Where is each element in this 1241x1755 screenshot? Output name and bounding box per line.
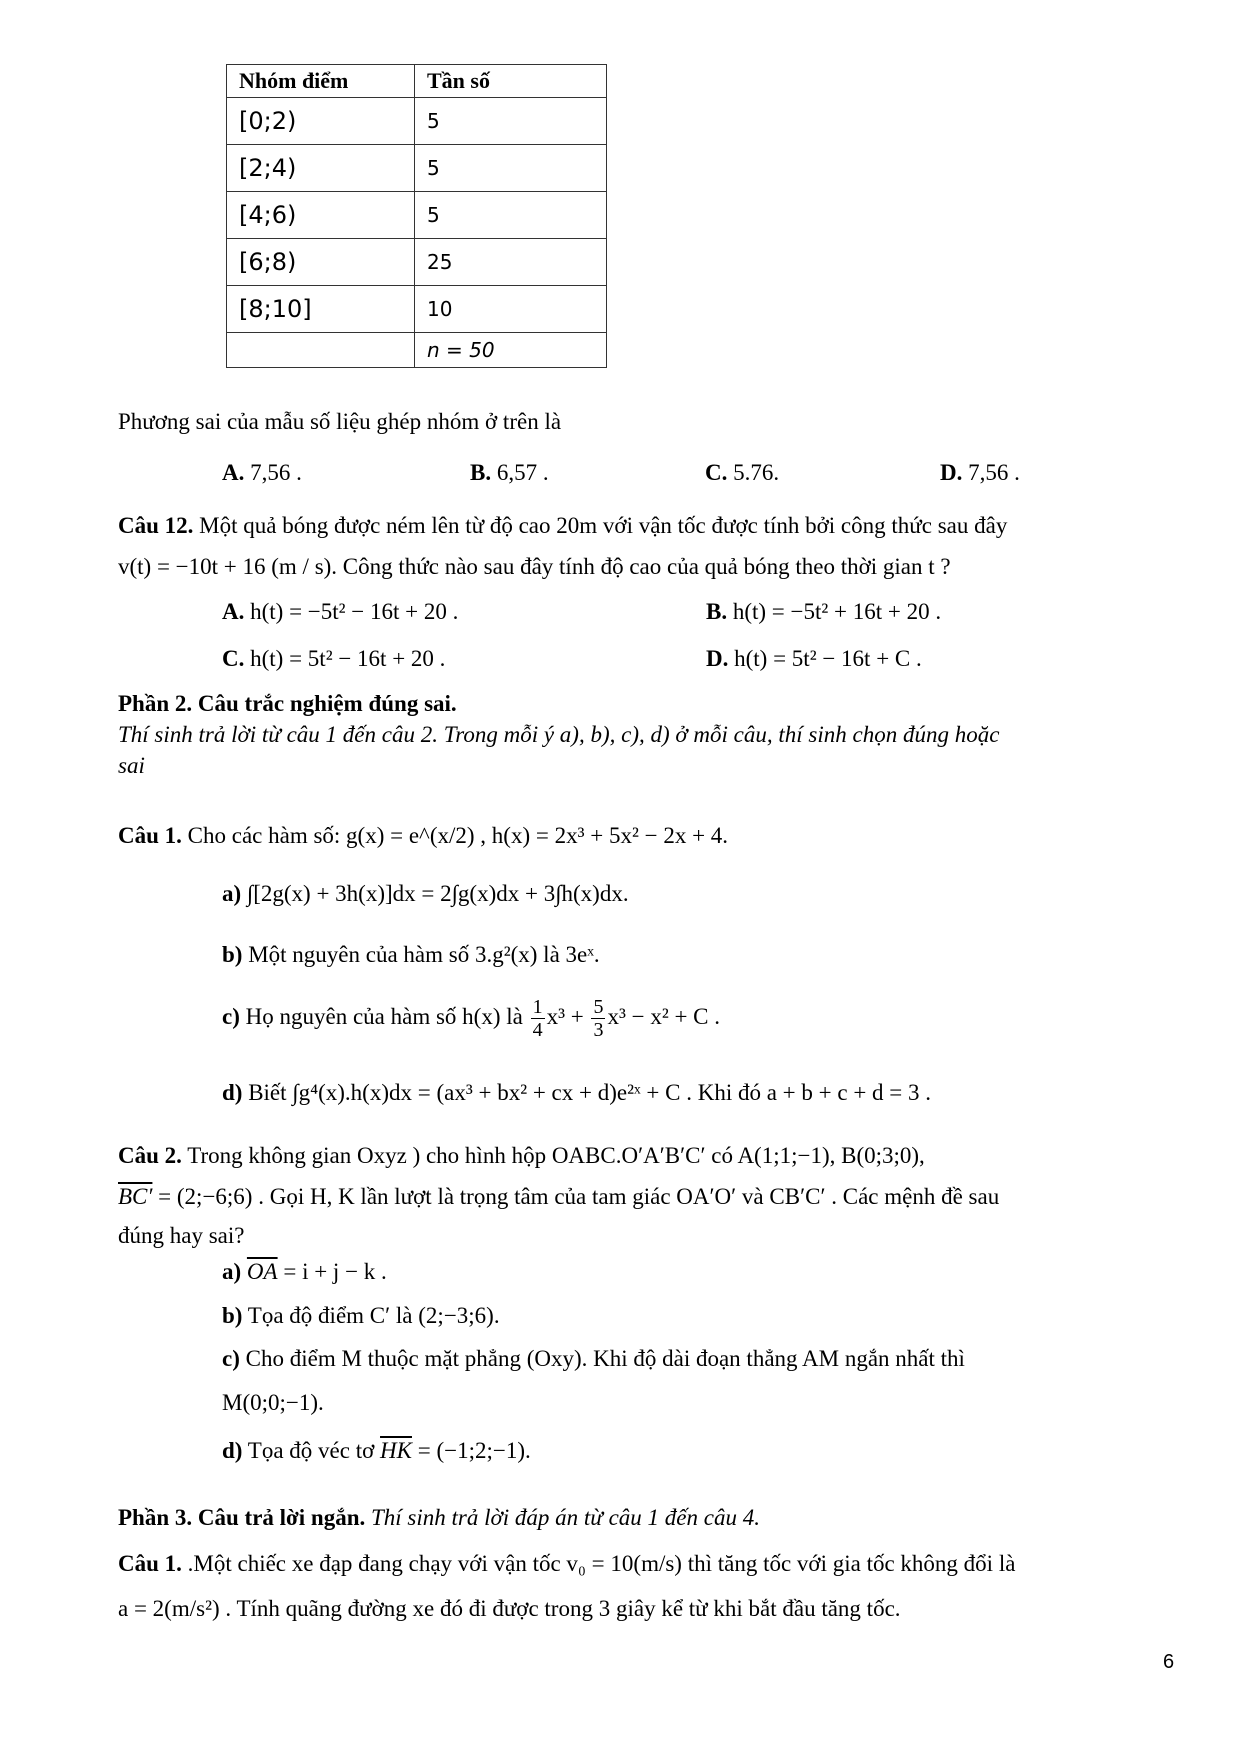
p2q1-stem	[118, 822, 728, 850]
item-label: a)	[222, 881, 242, 906]
option-text: h(t) = −5t² + 16t + 20 .	[732, 599, 942, 624]
q12-option-a[interactable]	[222, 598, 458, 626]
option-text: 7,56 .	[968, 460, 1020, 485]
table-total-row	[227, 333, 607, 368]
option-label: D.	[706, 646, 729, 671]
cell-frequency: 5	[415, 98, 607, 145]
cell-total: n = 50	[415, 333, 607, 368]
item-text: Tọa độ điểm C′ là (2;−3;6).	[247, 1303, 500, 1328]
frac-num: 1	[532, 996, 543, 1018]
cell-frequency: 25	[415, 239, 607, 286]
p2q2-line3: đúng hay sai?	[118, 1223, 245, 1248]
cell-group: [2;4)	[227, 145, 415, 192]
option-label: B.	[470, 460, 492, 485]
header-group: Nhóm điểm	[227, 65, 415, 98]
q11-option-a[interactable]	[222, 459, 302, 487]
item-label: a)	[222, 1259, 242, 1284]
part3-instruction: Thí sinh trả lời đáp án từ câu 1 đến câu 4.	[371, 1505, 760, 1530]
p2q2-text: = (2;−6;6) . Gọi H, K lần lượt là trọng tâm của tam giác OA′O′ và CB′C′ . Các mệnh đề sau	[152, 1184, 1000, 1209]
q11-option-d[interactable]	[940, 459, 1020, 487]
fraction	[531, 996, 545, 1041]
table-row	[227, 98, 607, 145]
p2q2-line1	[118, 1142, 925, 1170]
option-label: C.	[705, 460, 728, 485]
option-text: h(t) = 5t² − 16t + C .	[734, 646, 922, 671]
frac-den: 4	[532, 1019, 543, 1041]
p2q2-item-c[interactable]	[222, 1345, 965, 1373]
item-text: = i + j − k .	[277, 1259, 387, 1284]
p2q2-text: Trong không gian Oxyz ) cho hình hộp OABC.O′A′B′C′ có A(1;1;−1), B(0;3;0),	[187, 1143, 925, 1168]
p3q1-label: Câu 1.	[118, 1551, 182, 1576]
item-label: b)	[222, 1303, 243, 1328]
p2q1-item-c[interactable]	[222, 996, 720, 1041]
p2q1-label: Câu 1.	[118, 823, 182, 848]
part2-instruction-line2	[118, 752, 145, 780]
option-text: h(t) = −5t² − 16t + 20 .	[250, 599, 459, 624]
cell-group: [6;8)	[227, 239, 415, 286]
item-text: x³ − x² + C .	[607, 1003, 721, 1029]
p2q2-item-b[interactable]	[222, 1302, 500, 1330]
header-frequency: Tần số	[415, 65, 607, 98]
item-label: b)	[222, 942, 243, 967]
q12-option-c[interactable]	[222, 645, 445, 673]
table-row	[227, 286, 607, 333]
q11-option-b[interactable]	[470, 459, 549, 487]
q11-option-c[interactable]	[705, 459, 779, 487]
table-row	[227, 145, 607, 192]
p2q2-line2	[118, 1183, 999, 1211]
p2q1-item-d[interactable]	[222, 1079, 931, 1107]
page-number: 6	[1163, 1651, 1175, 1673]
option-text: 5.76.	[733, 460, 780, 485]
item-text: Một nguyên của hàm số 3.g²(x) là 3eˣ.	[248, 942, 600, 967]
p2q2-label: Câu 2.	[118, 1143, 182, 1168]
item-text: Tọa độ véc tơ	[247, 1438, 381, 1463]
cell-group: [4;6)	[227, 192, 415, 239]
option-label: A.	[222, 460, 245, 485]
item-text: ∫[2g(x) + 3h(x)]dx = 2∫g(x)dx + 3∫h(x)dx.	[246, 881, 629, 906]
instruction-text: sai	[118, 753, 145, 778]
frac-den: 3	[593, 1019, 604, 1041]
option-label: C.	[222, 646, 245, 671]
q12-label: Câu 12.	[118, 513, 194, 538]
vector-symbol: $\overline{OA}$	[246, 1259, 278, 1284]
option-label: D.	[940, 460, 963, 485]
option-text: 6,57 .	[496, 460, 549, 485]
part2-title-text: Phần 2. Câu trắc nghiệm đúng sai.	[118, 691, 457, 716]
part3-title	[118, 1504, 760, 1532]
cell-frequency: 10	[415, 286, 607, 333]
q12-text: Một quả bóng được ném lên từ độ cao 20m với vận tốc được tính bởi công thức sau đây	[199, 513, 1008, 538]
table-row	[227, 239, 607, 286]
p3q1-line1	[118, 1550, 1015, 1578]
p2q2-item-a[interactable]	[222, 1258, 387, 1286]
part3-title-text: Phần 3. Câu trả lời ngắn.	[118, 1505, 366, 1530]
p3q1-line2: a = 2(m/s²) . Tính quãng đường xe đó đi được trong 3 giây kể từ khi bắt đầu tăng tốc.	[118, 1596, 901, 1621]
q11-stem: Phương sai của mẫu số liệu ghép nhóm ở trên là	[118, 409, 562, 434]
item-text: Biết ∫g⁴(x).h(x)dx = (ax³ + bx² + cx + d)e²ˣ + C . Khi đó a + b + c + d = 3 .	[248, 1080, 932, 1105]
p2q2-item-c-cont: M(0;0;−1).	[222, 1390, 324, 1415]
cell-frequency: 5	[415, 192, 607, 239]
item-label: c)	[222, 1346, 240, 1371]
vector-symbol: BC′	[118, 1184, 153, 1209]
option-text: 7,56 .	[250, 460, 302, 485]
item-text: x³ +	[546, 1003, 584, 1029]
table-header-row	[227, 65, 607, 98]
part2-instruction-line1	[118, 721, 999, 749]
q12-option-d[interactable]	[706, 645, 922, 673]
cell-frequency: 5	[415, 145, 607, 192]
option-label: B.	[706, 599, 728, 624]
frequency-table	[226, 64, 607, 368]
vector-symbol: $\overline{HK}$	[380, 1438, 412, 1463]
cell-group: [0;2)	[227, 98, 415, 145]
item-label: d)	[222, 1080, 243, 1105]
fraction	[591, 996, 605, 1041]
item-text: = (−1;2;−1).	[411, 1438, 531, 1463]
instruction-text: Thí sinh trả lời từ câu 1 đến câu 2. Trong mỗi ý a), b), c), d) ở mỗi câu, thí sinh chọn đúng hoặc	[118, 722, 1000, 747]
q12-line1	[118, 512, 1007, 540]
p2q2-item-d[interactable]	[222, 1437, 531, 1465]
p2q1-text: Cho các hàm số: g(x) = e^(x/2) , h(x) = 2x³ + 5x² − 2x + 4.	[187, 823, 729, 848]
frac-num: 5	[593, 996, 604, 1018]
p2q1-item-a[interactable]	[222, 880, 629, 908]
part2-title	[118, 690, 457, 718]
p3q1-text: .Một chiếc xe đạp đang chạy với vận tốc v₀ = 10(m/s) thì tăng tốc với gia tốc không đổi là	[187, 1551, 1016, 1576]
item-label: c)	[222, 1003, 240, 1029]
p2q1-item-b[interactable]	[222, 941, 600, 969]
cell-group: [8;10]	[227, 286, 415, 333]
option-label: A.	[222, 599, 245, 624]
item-text: Cho điểm M thuộc mặt phẳng (Oxy). Khi độ dài đoạn thẳng AM ngắn nhất thì	[245, 1346, 965, 1371]
q12-option-b[interactable]	[706, 598, 941, 626]
cell-empty	[227, 333, 415, 368]
option-text: h(t) = 5t² − 16t + 20 .	[250, 646, 446, 671]
q12-line2: v(t) = −10t + 16 (m / s). Công thức nào sau đây tính độ cao của quả bóng theo thời gian t ?	[118, 554, 951, 579]
item-text: Họ nguyên của hàm số h(x) là	[245, 1003, 523, 1029]
item-label: d)	[222, 1438, 243, 1463]
table-row	[227, 192, 607, 239]
